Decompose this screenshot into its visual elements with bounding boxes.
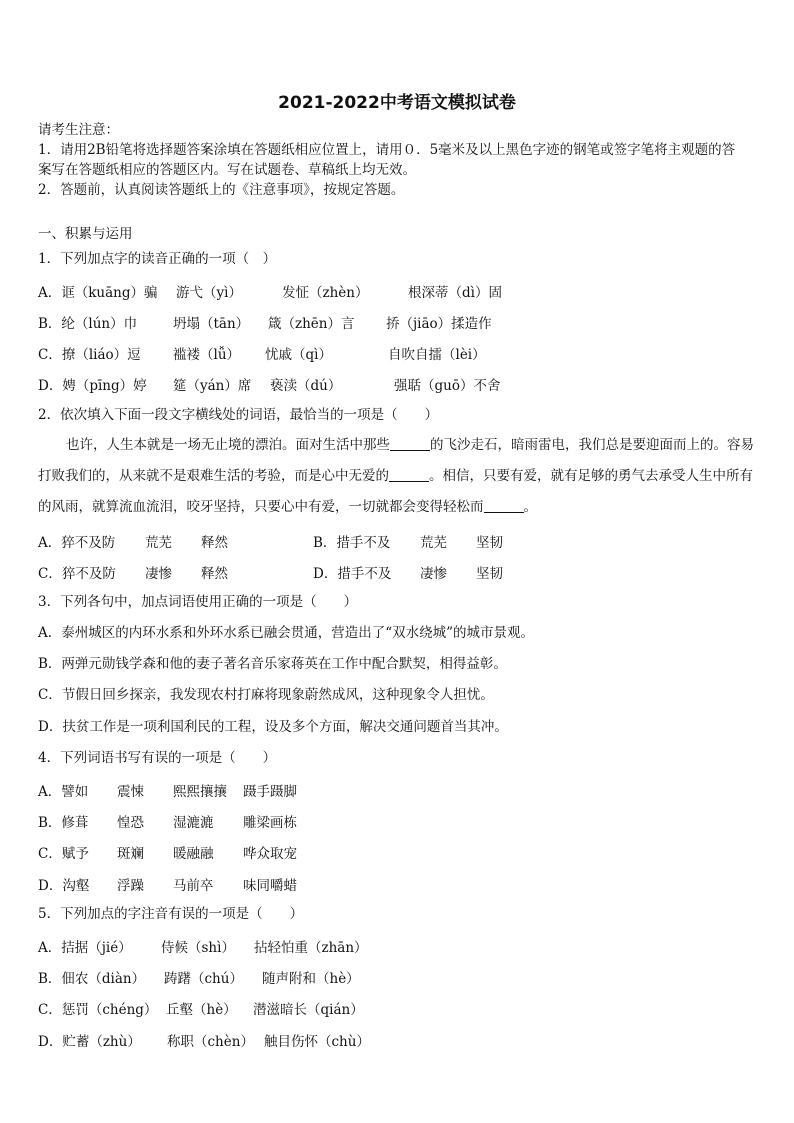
- q5-option-d: D．贮蓄（zhù） 称职（chèn） 触目伤怀（chù）: [38, 1034, 370, 1050]
- section-heading: 一、积累与运用: [38, 226, 133, 242]
- q2-passage: 也许，人生本就是一场无止境的漂泊。面对生活中那些 的飞沙走石，暗雨雷电，我们总是要迎面而上的。容易打败我们的，从来就不是艰难生活的考验，而是心中无爱的 。相信，只要有爱，就有足够的勇气去承受人生中所有的风雨，就算流血流泪，咬牙坚持，只要心中有爱，一切就都会变得轻松而 。: [38, 437, 754, 515]
- q3-option-c: C．节假日回乡探亲，我发现农村打麻将现象蔚然成风，这种现象令人担忧。: [38, 687, 494, 703]
- q4-option-d: D．沟壑 浮躁 马前卒 味同嚼蜡: [38, 878, 297, 894]
- q3-stem: 3．下列各句中，加点词语使用正确的一项是（ ）: [38, 594, 358, 610]
- q5-option-b: B．佃农（diàn） 踌躇（chú） 随声附和（hè）: [38, 971, 360, 987]
- q5-stem: 5．下列加点的字注音有误的一项是（ ）: [38, 906, 304, 922]
- fill-blank-3: [484, 498, 524, 513]
- q1-option-a: A．诓（kuāng）骗 游弋（yì） 发怔（zhèn） 根深蒂（dì）固: [38, 285, 502, 301]
- q2-stem: 2．依次填入下面一段文字横线处的词语，最恰当的一项是（ ）: [38, 407, 439, 423]
- q4-option-a: A．譬如 震悚 熙熙攘攘 蹑手蹑脚: [38, 784, 297, 800]
- q5-option-c: C．惩罚（chéng） 丘壑（hè） 潜滋暗长（qián）: [38, 1002, 364, 1018]
- notice-line-1: 1．请用2B铅笔将选择题答案涂填在答题纸相应位置上，请用０．5毫米及以上黑色字迹的钢笔或签字笔将主观题的答: [38, 142, 736, 158]
- q1-stem: 1．下列加点字的读音正确的一项（ ）: [38, 251, 277, 267]
- q4-stem: 4．下列词语书写有误的一项是（ ）: [38, 750, 277, 766]
- notice-heading: 请考生注意：: [38, 122, 119, 138]
- notice-line-3: 2．答题前，认真阅读答题纸上的《注意事项》，按规定答题。: [38, 182, 405, 198]
- exam-title: 2021-2022中考语文模拟试卷: [278, 93, 516, 113]
- q3-option-a: A．泰州城区的内环水系和外环水系已融会贯通，营造出了“双水绕城”的城市景观。: [38, 625, 535, 641]
- q3-option-d: D．扶贫工作是一项利国利民的工程，设及多个方面，解决交通问题首当其冲。: [38, 719, 508, 735]
- q4-option-c: C．赋予 斑斓 暖融融 哗众取宠: [38, 846, 297, 862]
- notice-line-2: 案写在答题纸相应的答题区内。写在试题卷、草稿纸上均无效。: [38, 162, 416, 178]
- q2-option-b: B．措手不及 荒芜 坚韧: [313, 535, 503, 551]
- q1-option-b: B．纶（lún）巾 坍塌（tān） 箴（zhēn）言 挢（jiāo）揉造作: [38, 316, 492, 332]
- q1-option-d: D．娉（pīng）婷 筵（yán）席 亵渎（dú） 强聒（guō）不舍: [38, 378, 501, 394]
- q1-option-c: C．撩（liáo）逗 褴褛（lǚ） 忧戚（qì） 自吹自擂（lèi）: [38, 347, 486, 363]
- q4-option-b: B．修葺 惶恐 湿漉漉 雕梁画栋: [38, 815, 297, 831]
- q5-option-a: A．拮据（jié） 侍候（shì） 拈轻怕重（zhān）: [38, 940, 368, 956]
- q2-option-d: D．措手不及 凄惨 坚韧: [313, 566, 503, 582]
- q2-option-c: C．猝不及防 凄惨 释然: [38, 566, 228, 582]
- fill-blank-2: [389, 467, 429, 482]
- q3-option-b: B．两弹元勋钱学森和他的妻子著名音乐家蒋英在工作中配合默契，相得益彰。: [38, 656, 507, 672]
- q2-option-a: A．猝不及防 荒芜 释然: [38, 535, 228, 551]
- fill-blank-1: [390, 436, 430, 451]
